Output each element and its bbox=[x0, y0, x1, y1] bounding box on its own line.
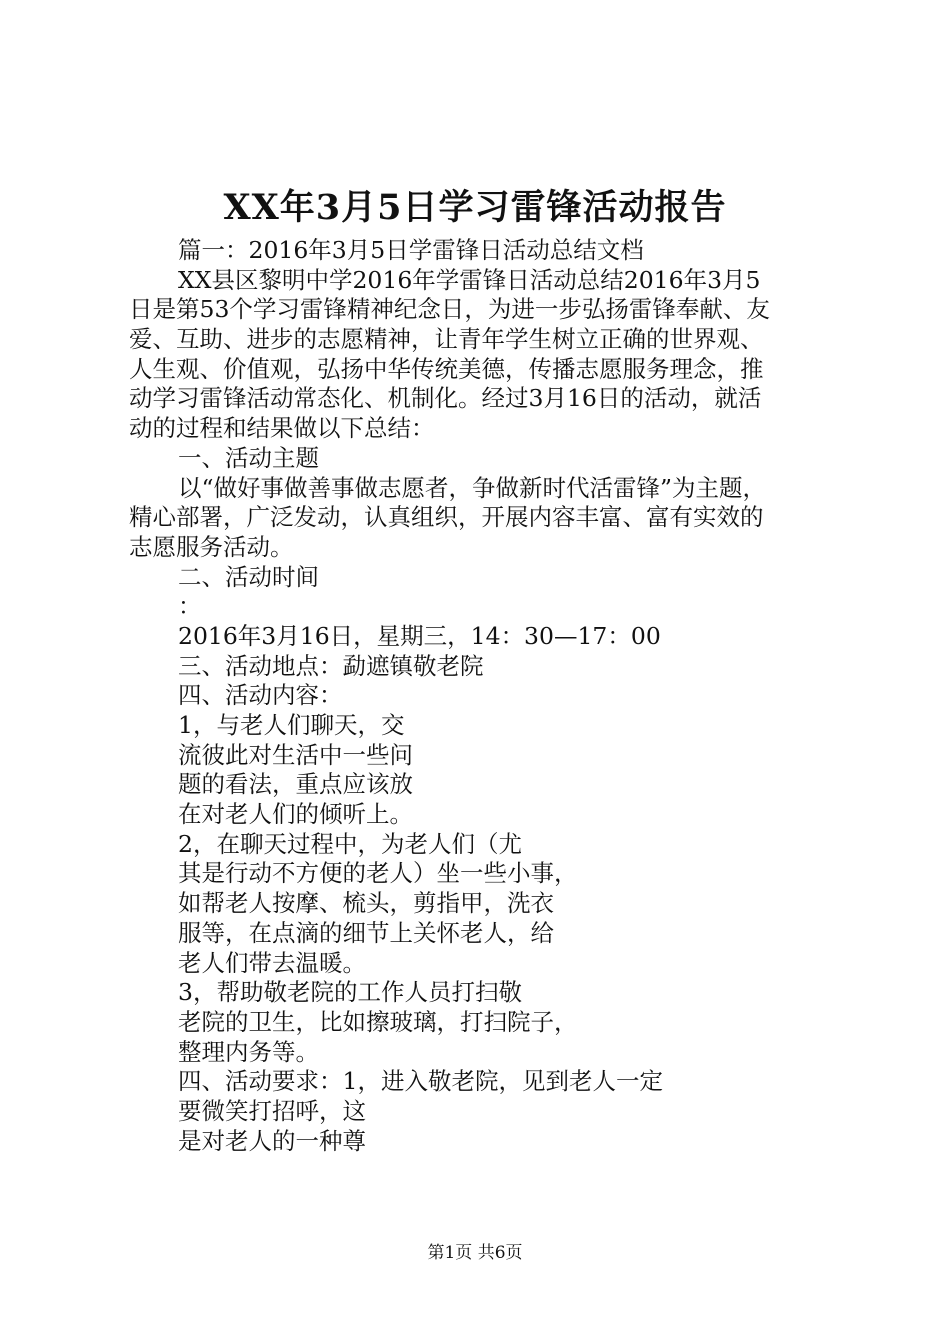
text-line: 老院的卫生，比如擦玻璃，打扫院子， bbox=[178, 1007, 578, 1036]
text-line: 三、活动地点：勐遮镇敬老院 bbox=[178, 651, 484, 680]
text-line: 其是行动不方便的老人）坐一些小事， bbox=[178, 859, 578, 888]
text-line: 题的看法，重点应该放 bbox=[178, 770, 413, 799]
text-line: 一、活动主题 bbox=[178, 443, 319, 472]
text-line: 2，在聊天过程中，为老人们（尤 bbox=[178, 829, 522, 858]
text-line: 3，帮助敬老院的工作人员打扫敬 bbox=[178, 978, 522, 1007]
text-line: 篇一：2016年3月5日学雷锋日活动总结文档 bbox=[178, 236, 644, 264]
text-line: 是对老人的一种尊 bbox=[178, 1126, 366, 1155]
text-line: 以“做好事做善事做志愿者，争做新时代活雷锋”为主题， bbox=[178, 473, 767, 502]
text-line: 要微笑打招呼，这 bbox=[178, 1096, 366, 1125]
text-line: 二、活动时间 bbox=[178, 562, 319, 591]
text-line: 四、活动内容： bbox=[178, 681, 343, 710]
text-line: 整理内务等。 bbox=[178, 1037, 319, 1066]
text-line: 如帮老人按摩、梳头，剪指甲，洗衣 bbox=[178, 889, 554, 918]
text-line: 1，与老人们聊天，交 bbox=[178, 711, 405, 739]
text-line: 动学习雷锋活动常态化、机制化。经过3月16日的活动，就活 bbox=[129, 384, 762, 413]
text-line: 老人们带去温暖。 bbox=[178, 948, 366, 977]
text-line: 在对老人们的倾听上。 bbox=[178, 800, 413, 829]
document-title: XX年3月5日学习雷锋活动报告 bbox=[223, 187, 727, 228]
text-line: ： bbox=[178, 592, 202, 621]
text-line: 精心部署，广泛发动，认真组织，开展内容丰富、富有实效的 bbox=[129, 503, 764, 532]
text-line: 日是第53个学习雷锋精神纪念日，为进一步弘扬雷锋奉献、友 bbox=[129, 295, 770, 324]
text-line: 志愿服务活动。 bbox=[129, 532, 294, 561]
text-line: 爱、互助、进步的志愿精神，让青年学生树立正确的世界观、 bbox=[129, 325, 764, 354]
document-body bbox=[129, 236, 839, 1156]
text-line: 四、活动要求：1，进入敬老院，见到老人一定 bbox=[178, 1067, 663, 1096]
text-line: XX县区黎明中学2016年学雷锋日活动总结2016年3月5 bbox=[178, 265, 761, 294]
page-footer: 第1页 共6页 bbox=[427, 1243, 523, 1263]
text-line: 流彼此对生活中一些问 bbox=[178, 740, 413, 769]
text-line: 人生观、价值观，弘扬中华传统美德，传播志愿服务理念，推 bbox=[129, 354, 764, 383]
text-line: 服等，在点滴的细节上关怀老人，给 bbox=[178, 918, 554, 947]
text-line: 动的过程和结果做以下总结： bbox=[129, 414, 435, 443]
text-line: 2016年3月16日，星期三，14：30—17：00 bbox=[178, 621, 661, 650]
